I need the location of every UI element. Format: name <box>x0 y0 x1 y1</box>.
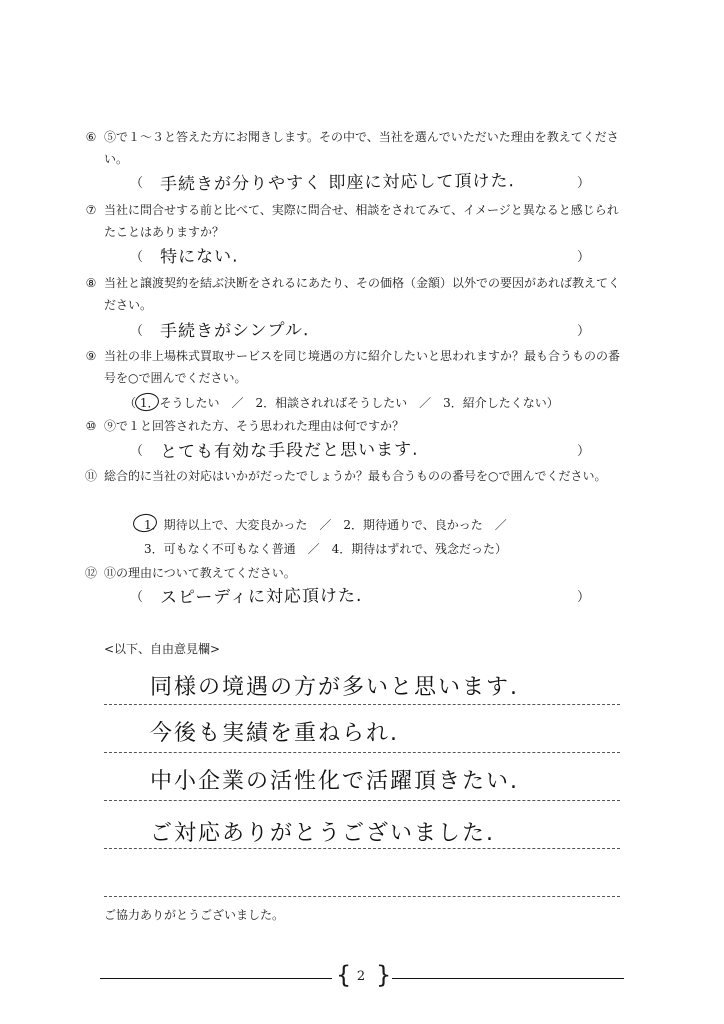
paren-close: ） <box>576 250 590 265</box>
question-number: ⑦ <box>85 203 97 217</box>
footer-rule-right <box>392 978 624 979</box>
options-9: （ 1．そうしたい ／ 2．相談されればそうしたい ／ 3．紹介したくない） <box>124 396 559 410</box>
handwritten-answer: 特にない. <box>159 246 239 268</box>
dashed-rule <box>104 848 620 849</box>
question-7 <box>85 199 624 243</box>
question-text: 当社の非上場株式買取サービスを同じ境遇の方に紹介したいと思われますか？最も合うものの番号を○で囲んでください。 <box>104 349 621 385</box>
question-number: ⑨ <box>85 349 97 363</box>
question-number: ⑪ <box>84 469 97 483</box>
paren-open: （ <box>130 590 144 605</box>
question-text: 当社に問合せする前と比べて、実際に問合せ、相談をされてみて、イメージと異なると感じられたことはありますか？ <box>104 203 619 239</box>
free-comment-line-2: 今後も実績を重ねられ. <box>150 721 399 746</box>
question-number: ⑥ <box>85 130 97 144</box>
answer-8 <box>130 316 590 342</box>
options-11-line-1: 1．期待以上で、大変良かった ／ 2．期待通りで、良かった ／ <box>144 518 507 532</box>
question-text: 総合的に当社の対応はいかがだったでしょうか？最も合うものの番号を○で囲んでください。 <box>104 469 607 483</box>
dashed-rule <box>104 752 620 753</box>
paren-open: （ <box>130 444 144 459</box>
question-number: ⑩ <box>85 419 97 433</box>
page-brace-left: { <box>336 961 352 989</box>
dashed-rule <box>104 704 620 705</box>
handwritten-answer: 手続きがシンプル. <box>159 320 310 342</box>
paren-open: （ <box>130 324 144 339</box>
question-number: ⑫ <box>84 566 97 580</box>
free-comment-line-1: 同様の境遇の方が多いと思います. <box>150 675 519 700</box>
question-number: ⑧ <box>85 276 97 290</box>
paren-open: （ <box>130 176 144 191</box>
question-11 <box>84 465 624 487</box>
page-brace-right: } <box>376 961 392 989</box>
answer-6 <box>130 168 590 194</box>
answer-7 <box>130 242 590 268</box>
question-8 <box>85 272 624 316</box>
paren-close: ） <box>576 176 590 191</box>
free-comment-line-4: ご対応ありがとうございました. <box>150 821 495 846</box>
handwritten-answer: 手続きが分りやすく 即座に対応して頂けた. <box>159 171 515 195</box>
options-11-line-2: 3．可もなく不可もなく普通 ／ 4．期待はずれで、残念だった） <box>144 542 508 556</box>
page-number: 2 <box>356 969 366 984</box>
question-text: ⑤で１～３と答えた方にお聞きします。その中で、当社を選んでいただいた理由を教えてください。 <box>104 130 619 166</box>
handwritten-answer: とても有効な手段だと思います. <box>159 439 419 463</box>
free-comment-label: <以下、自由意見欄> <box>104 642 221 656</box>
paren-close: ） <box>576 590 590 605</box>
answer-12 <box>130 582 590 608</box>
question-10 <box>85 415 624 437</box>
paren-close: ） <box>576 324 590 339</box>
question-text: 当社と譲渡契約を結ぶ決断をされるにあたり、その価格（金額）以外での要因があれば教えてください。 <box>104 276 621 312</box>
paren-open: （ <box>130 250 144 265</box>
dashed-rule <box>104 896 620 897</box>
handwritten-answer: スピーディに対応頂けた. <box>159 585 363 609</box>
paren-close: ） <box>576 444 590 459</box>
dashed-rule <box>104 800 620 801</box>
question-6 <box>85 126 624 170</box>
answer-10 <box>130 436 590 462</box>
question-text: ⑪の理由について教えてください。 <box>104 566 296 580</box>
question-9 <box>85 345 624 389</box>
question-text: ⑨で１と回答された方、そう思われた理由は何ですか？ <box>104 419 405 433</box>
footer-rule-left <box>100 978 332 979</box>
question-12 <box>84 562 624 584</box>
closing-message: ご協力ありがとうございました。 <box>104 908 285 922</box>
free-comment-line-3: 中小企業の活性化で活躍頂きたい. <box>150 769 519 794</box>
